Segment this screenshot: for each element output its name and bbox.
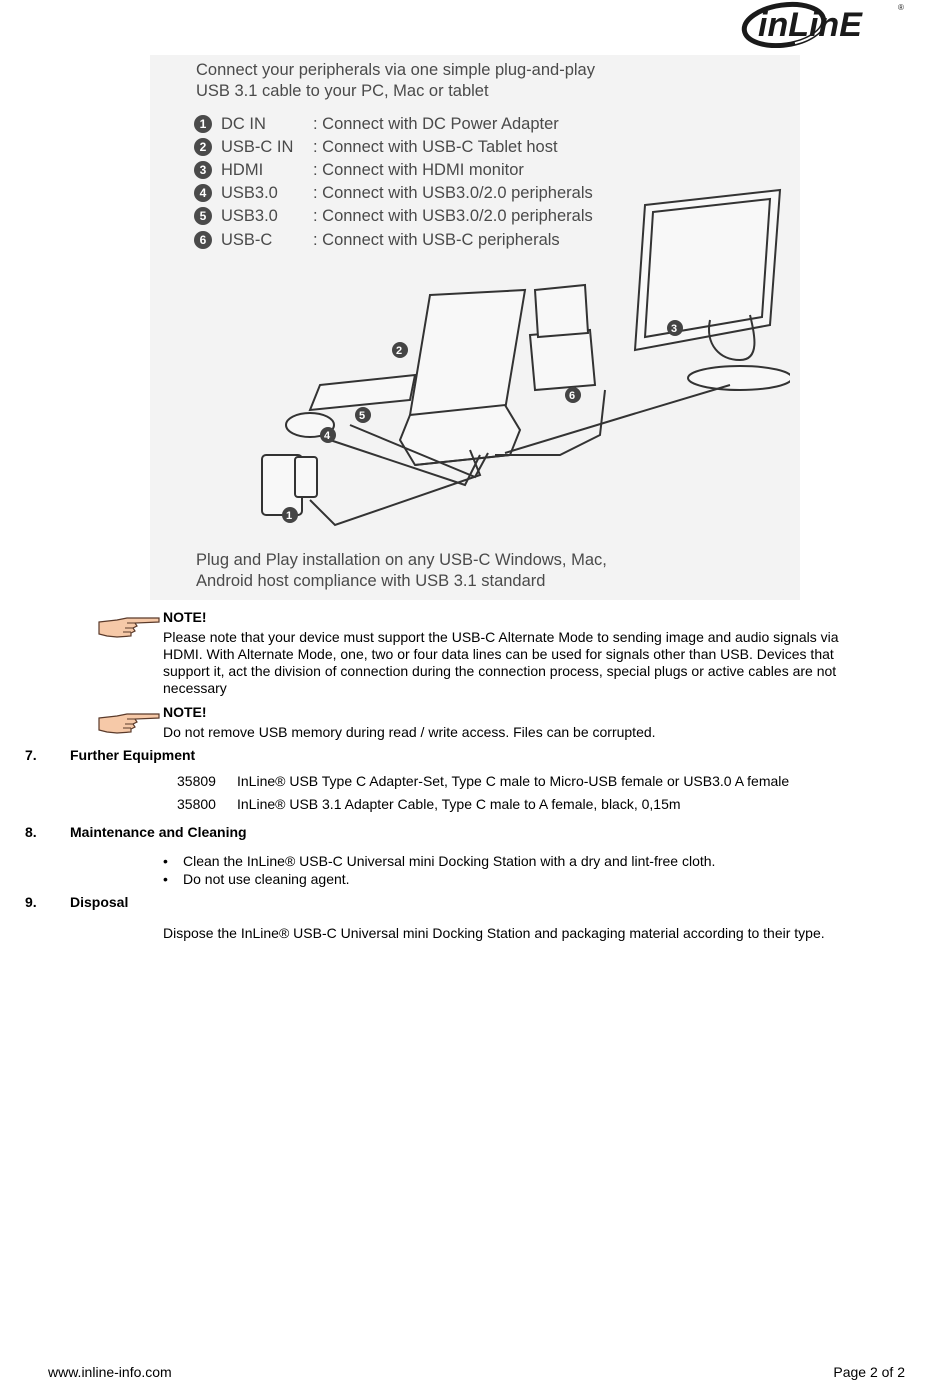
legend-number: 3 — [194, 161, 212, 179]
note-body: Please note that your device must support the USB-C Alternate Mode to sending image and audio signals via HDMI. With Alternate Mode, one, two or four data lines can be used for signals other than USB. Devices that support it, act the division of connection during the connection process, special plugs or active cables are not necessary — [163, 629, 839, 696]
callout-6: 6 — [569, 390, 576, 402]
list-item — [163, 852, 715, 870]
figure-bottom-caption-2: Android host compliance with USB 3.1 standard — [196, 572, 546, 590]
figure-top-caption-1: Connect your peripherals via one simple plug-and-play — [196, 61, 595, 79]
figure-top-caption-2: USB 3.1 cable to your PC, Mac or tablet — [196, 82, 489, 100]
section-title-maintenance: Maintenance and Cleaning — [70, 824, 247, 840]
section-number: 7. — [25, 747, 37, 763]
legend-description: : Connect with USB3.0/2.0 peripherals — [313, 183, 593, 202]
legend-description: : Connect with USB-C Tablet host — [313, 137, 558, 156]
product-figure — [150, 55, 800, 600]
legend-port-name: USB3.0 — [221, 183, 278, 202]
legend-number: 1 — [194, 115, 212, 133]
legend-number: 6 — [194, 231, 212, 249]
callout-4: 4 — [324, 430, 331, 442]
legend-description: : Connect with USB-C peripherals — [313, 230, 560, 249]
legend-port-name: DC IN — [221, 114, 266, 133]
pointing-hand-icon — [97, 710, 161, 741]
legend-port-name: USB3.0 — [221, 206, 278, 225]
equipment-row — [177, 796, 681, 812]
section-number: 9. — [25, 894, 37, 910]
list-item — [163, 870, 715, 888]
legend-row — [194, 159, 524, 181]
logo-text: inLinE — [758, 6, 862, 44]
docking-setup-illustration — [250, 185, 790, 530]
callout-2: 2 — [396, 345, 403, 357]
legend-port-name: USB-C — [221, 230, 273, 249]
section-title-further-equipment: Further Equipment — [70, 747, 196, 763]
note-body: Do not remove USB memory during read / write access. Files can be corrupted. — [163, 724, 656, 740]
callout-1: 1 — [286, 510, 293, 522]
equipment-description: InLine® USB 3.1 Adapter Cable, Type C male to A female, black, 0,15m — [237, 796, 681, 812]
legend-port-name: HDMI — [221, 160, 264, 179]
bullet-icon: • — [163, 871, 168, 887]
legend-port-name: USB-C IN — [221, 137, 294, 156]
legend-description: : Connect with USB3.0/2.0 peripherals — [313, 206, 593, 225]
disposal-text: Dispose the InLine® USB-C Universal mini Docking Station and packaging material according to their type. — [163, 925, 825, 941]
equipment-row — [177, 773, 789, 789]
callout-5: 5 — [359, 410, 366, 422]
figure-bottom-caption-1: Plug and Play installation on any USB-C Windows, Mac, — [196, 551, 607, 569]
note-title: NOTE! — [163, 609, 207, 625]
maintenance-bullet-list — [163, 852, 715, 888]
legend-row — [194, 113, 559, 135]
equipment-description: InLine® USB Type C Adapter-Set, Type C male to Micro-USB female or USB3.0 A female — [237, 773, 790, 789]
equipment-code: 35809 — [177, 773, 216, 789]
list-item-text: Clean the InLine® USB-C Universal mini Docking Station with a dry and lint-free cloth. — [183, 853, 716, 869]
equipment-code: 35800 — [177, 796, 216, 812]
legend-number: 4 — [194, 184, 212, 202]
legend-row — [194, 136, 558, 158]
section-number: 8. — [25, 824, 37, 840]
pointing-hand-icon — [97, 614, 161, 645]
logo-registered-mark: ® — [898, 3, 904, 12]
callout-3: 3 — [671, 323, 678, 335]
legend-number: 2 — [194, 138, 212, 156]
bullet-icon: • — [163, 853, 168, 869]
legend-description: : Connect with DC Power Adapter — [313, 114, 559, 133]
legend-description: : Connect with HDMI monitor — [313, 160, 524, 179]
footer-url: www.inline-info.com — [48, 1364, 172, 1380]
footer-page-number: Page 2 of 2 — [833, 1364, 905, 1380]
list-item-text: Do not use cleaning agent. — [183, 871, 350, 887]
note-title: NOTE! — [163, 704, 207, 720]
legend-number: 5 — [194, 207, 212, 225]
section-title-disposal: Disposal — [70, 894, 129, 910]
inline-logo — [738, 0, 908, 48]
